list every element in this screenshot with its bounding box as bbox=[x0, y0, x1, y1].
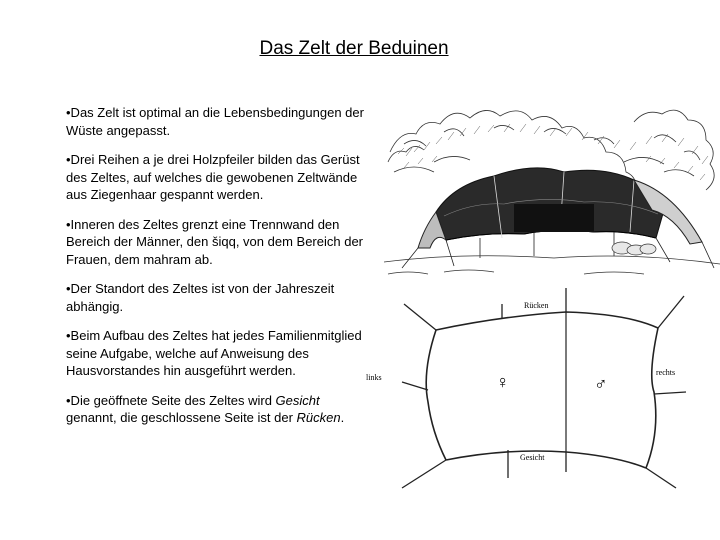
bullet-item: •Beim Aufbau des Zeltes hat jedes Familienmitglied seine Aufgabe, welche auf Anweisung des Hausvorstandes hin ausgeführt werden. bbox=[66, 328, 362, 378]
bullet-item: •Der Standort des Zeltes ist von der Jahreszeit abhängig. bbox=[66, 281, 335, 314]
bullet-item: •Das Zelt ist optimal an die Lebensbedingungen der Wüste angepasst. bbox=[66, 105, 364, 138]
tent-floor-plan bbox=[366, 282, 720, 490]
label-right: rechts bbox=[656, 368, 676, 377]
bullet-item: •Inneren des Zeltes grenzt eine Trennwand den Bereich der Männer, den šiqq, von dem Bereich der Frauen, dem mahram ab. bbox=[66, 216, 364, 267]
label-left: links bbox=[366, 373, 382, 382]
label-face: Gesicht bbox=[520, 453, 545, 462]
bullet-list bbox=[66, 104, 366, 439]
slide-title: Das Zelt der Beduinen bbox=[259, 38, 449, 59]
tent-interior-dark bbox=[514, 204, 594, 232]
female-symbol-icon: ♀ bbox=[496, 372, 510, 392]
bullet-item: •Die geöffnete Seite des Zeltes wird Gesicht genannt, die geschlossene Seite ist der Rücken. bbox=[66, 392, 345, 425]
plan-outline bbox=[426, 312, 658, 468]
label-back: Rücken bbox=[524, 301, 549, 310]
bullet-item: •Drei Reihen a je drei Holzpfeiler bilden das Gerüst des Zeltes, auf welches die gewobenen Zeltwände aus Ziegenhaar gespannt werden. bbox=[66, 152, 360, 202]
ground-and-sacks bbox=[384, 242, 720, 274]
male-symbol-icon: ♂ bbox=[594, 374, 608, 394]
bedouin-tent-illustration bbox=[384, 92, 720, 282]
